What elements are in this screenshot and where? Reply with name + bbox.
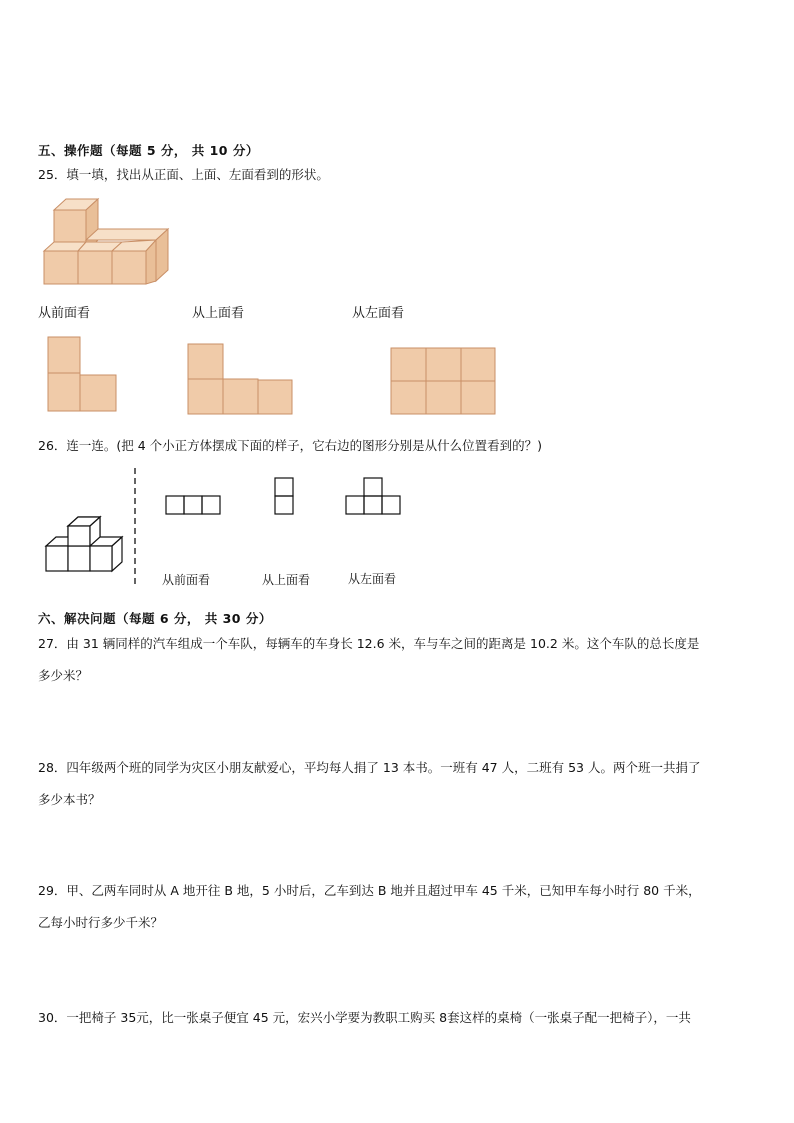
q27-text bbox=[38, 630, 768, 690]
section5-title: 五、操作题（每题 5 分， 共 10 分） bbox=[38, 143, 259, 158]
q25-left-view bbox=[390, 347, 496, 415]
q28-line2: 多少本书？ bbox=[38, 792, 101, 807]
q25-front-view bbox=[47, 336, 117, 412]
q25-label-top: 从上面看 bbox=[192, 306, 245, 321]
q26-label-left[interactable]: 从左面看 bbox=[348, 572, 397, 586]
q26-view-row3[interactable] bbox=[165, 495, 223, 517]
q26-view-col2[interactable] bbox=[274, 477, 296, 517]
q28-text bbox=[38, 754, 768, 814]
q25-text: 25．填一填，找出从正面、上面、左面看到的形状。 bbox=[38, 167, 329, 182]
q25-cube-figure bbox=[40, 196, 172, 288]
q29-text bbox=[38, 877, 768, 937]
q25-label-left: 从左面看 bbox=[352, 306, 405, 321]
q29-line2: 乙每小时行多少千米？ bbox=[38, 915, 164, 930]
q27-line1: 27．由 31 辆同样的汽车组成一个车队，每辆车的车身长 12.6 米，车与车之间的距离是 10.2 米。这个车队的总长度是 bbox=[38, 636, 700, 651]
q26-text: 26．连一连。(把 4 个小正方体摆成下面的样子，它右边的图形分别是从什么位置看到的？) bbox=[38, 438, 543, 453]
q25-label-front: 从前面看 bbox=[38, 306, 91, 321]
q27-line2: 多少米？ bbox=[38, 668, 89, 683]
q26-label-top[interactable]: 从上面看 bbox=[262, 573, 311, 587]
q25-top-view bbox=[187, 343, 293, 415]
q29-line1: 29．甲、乙两车同时从 A 地开往 B 地，5 小时后，乙车到达 B 地并且超过甲车 45 千米，已知甲车每小时行 80 千米， bbox=[38, 883, 701, 898]
q26-divider bbox=[132, 468, 138, 588]
q26-label-front[interactable]: 从前面看 bbox=[162, 573, 211, 587]
q30-line1: 30．一把椅子 35元，比一张桌子便宜 45 元，宏兴小学要为教职工购买 8套这样的桌椅（一张桌子配一把椅子），一共 bbox=[38, 1010, 691, 1025]
q28-line1: 28．四年级两个班的同学为灾区小朋友献爱心，平均每人捐了 13 本书。一班有 47 人，二班有 53 人。两个班一共捐了 bbox=[38, 760, 701, 775]
q26-cube-figure bbox=[44, 512, 126, 576]
q26-view-tshape[interactable] bbox=[345, 477, 403, 517]
q30-text bbox=[38, 1004, 768, 1032]
section6-title: 六、解决问题（每题 6 分， 共 30 分） bbox=[38, 611, 272, 626]
